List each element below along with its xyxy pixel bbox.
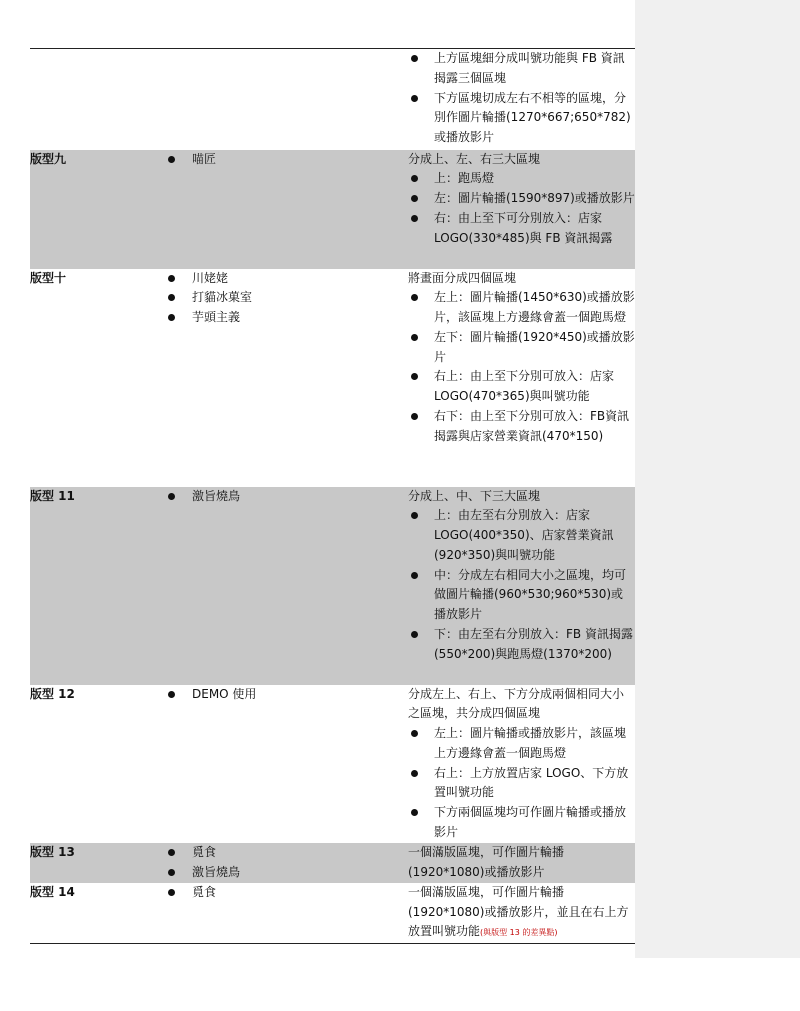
store-list — [160, 487, 408, 685]
description-intro: 將畫面分成四個區塊 — [408, 270, 517, 285]
list-item: 中：分成左右相同大小之區塊，均可做圖片輪播(960*530;960*530)或播放影片 — [408, 566, 635, 625]
store-list — [160, 49, 408, 150]
list-item: 右上：由上至下分別可放入：店家LOGO(470*365)與叫號功能 — [408, 367, 635, 407]
template-name: 版型 14 — [30, 884, 75, 899]
list-item: 激旨燒鳥 — [160, 487, 408, 507]
list-item: 下方區塊切成左右不相等的區塊，分別作圖片輪播(1270*667;650*782)或播放影片 — [408, 89, 635, 148]
description-intro: 分成左上、右上、下方分成兩個相同大小之區塊，共分成四個區塊 — [408, 686, 625, 721]
template-description — [408, 49, 635, 150]
list-item: 上：跑馬燈 — [408, 169, 635, 189]
list-item: 打貓冰菓室 — [160, 288, 408, 308]
table-row — [30, 269, 635, 487]
template-description — [408, 150, 635, 269]
list-item: 上方區塊細分成叫號功能與 FB 資訊揭露三個區塊 — [408, 49, 635, 89]
table-row — [30, 883, 635, 944]
template-name: 版型九 — [30, 150, 160, 269]
list-item: 川姥姥 — [160, 269, 408, 289]
template-description — [408, 269, 635, 487]
list-item: 右上：上方放置店家 LOGO、下方放置叫號功能 — [408, 764, 635, 804]
template-name: 版型 12 — [30, 686, 75, 701]
list-item: 右：由上至下可分別放入：店家LOGO(330*485)與 FB 資訊揭露 — [408, 209, 635, 249]
template-name: 版型 11 — [30, 487, 160, 685]
template-name: 版型 13 — [30, 843, 160, 883]
description-intro: 分成上、中、下三大區塊 — [408, 488, 541, 503]
store-list — [160, 150, 408, 269]
template-description — [408, 487, 635, 685]
list-item: 左：圖片輪播(1590*897)或播放影片 — [408, 189, 635, 209]
list-item: 喵匠 — [160, 150, 408, 170]
comment-margin-pane — [635, 0, 800, 958]
description-intro: 分成上、左、右三大區塊 — [408, 151, 541, 166]
store-list — [160, 269, 408, 487]
template-description — [408, 843, 635, 883]
list-item: 芋頭主義 — [160, 308, 408, 328]
list-item: 覓食 — [160, 843, 408, 863]
table-row — [30, 843, 635, 883]
list-item: 激旨燒鳥 — [160, 863, 408, 883]
template-description — [408, 685, 635, 843]
table-row — [30, 487, 635, 685]
store-list — [160, 685, 408, 843]
difference-note: (與版型 13 的差異點) — [480, 928, 558, 938]
template-description — [408, 883, 635, 944]
store-list — [160, 843, 408, 883]
list-item: 右下：由上至下分別可放入：FB資訊揭露與店家營業資訊(470*150) — [408, 407, 635, 447]
list-item: 左上：圖片輪播(1450*630)或播放影片，該區塊上方邊緣會蓋一個跑馬燈 — [408, 288, 635, 328]
layout-template-table — [30, 48, 635, 944]
description-intro: 一個滿版區塊，可作圖片輪播(1920*1080)或播放影片，並且在右上方放置叫號功能 — [408, 884, 629, 939]
list-item: 下方兩個區塊均可作圖片輪播或播放影片 — [408, 803, 635, 843]
store-list — [160, 883, 408, 944]
list-item: 覓食 — [160, 883, 408, 903]
list-item: 上：由左至右分別放入：店家LOGO(400*350)、店家營業資訊(920*350)與叫號功能 — [408, 506, 635, 565]
list-item: 左下：圖片輪播(1920*450)或播放影片 — [408, 328, 635, 368]
table-row — [30, 150, 635, 269]
list-item: 左上：圖片輪播或播放影片，該區塊上方邊緣會蓋一個跑馬燈 — [408, 724, 635, 764]
table-row — [30, 685, 635, 843]
template-name — [30, 49, 160, 150]
table-row — [30, 49, 635, 150]
template-name: 版型十 — [30, 270, 67, 285]
description-intro: 一個滿版區塊，可作圖片輪播(1920*1080)或播放影片 — [408, 844, 565, 879]
list-item: DEMO 使用 — [160, 685, 408, 705]
list-item: 下：由左至右分別放入：FB 資訊揭露(550*200)與跑馬燈(1370*200) — [408, 625, 635, 665]
